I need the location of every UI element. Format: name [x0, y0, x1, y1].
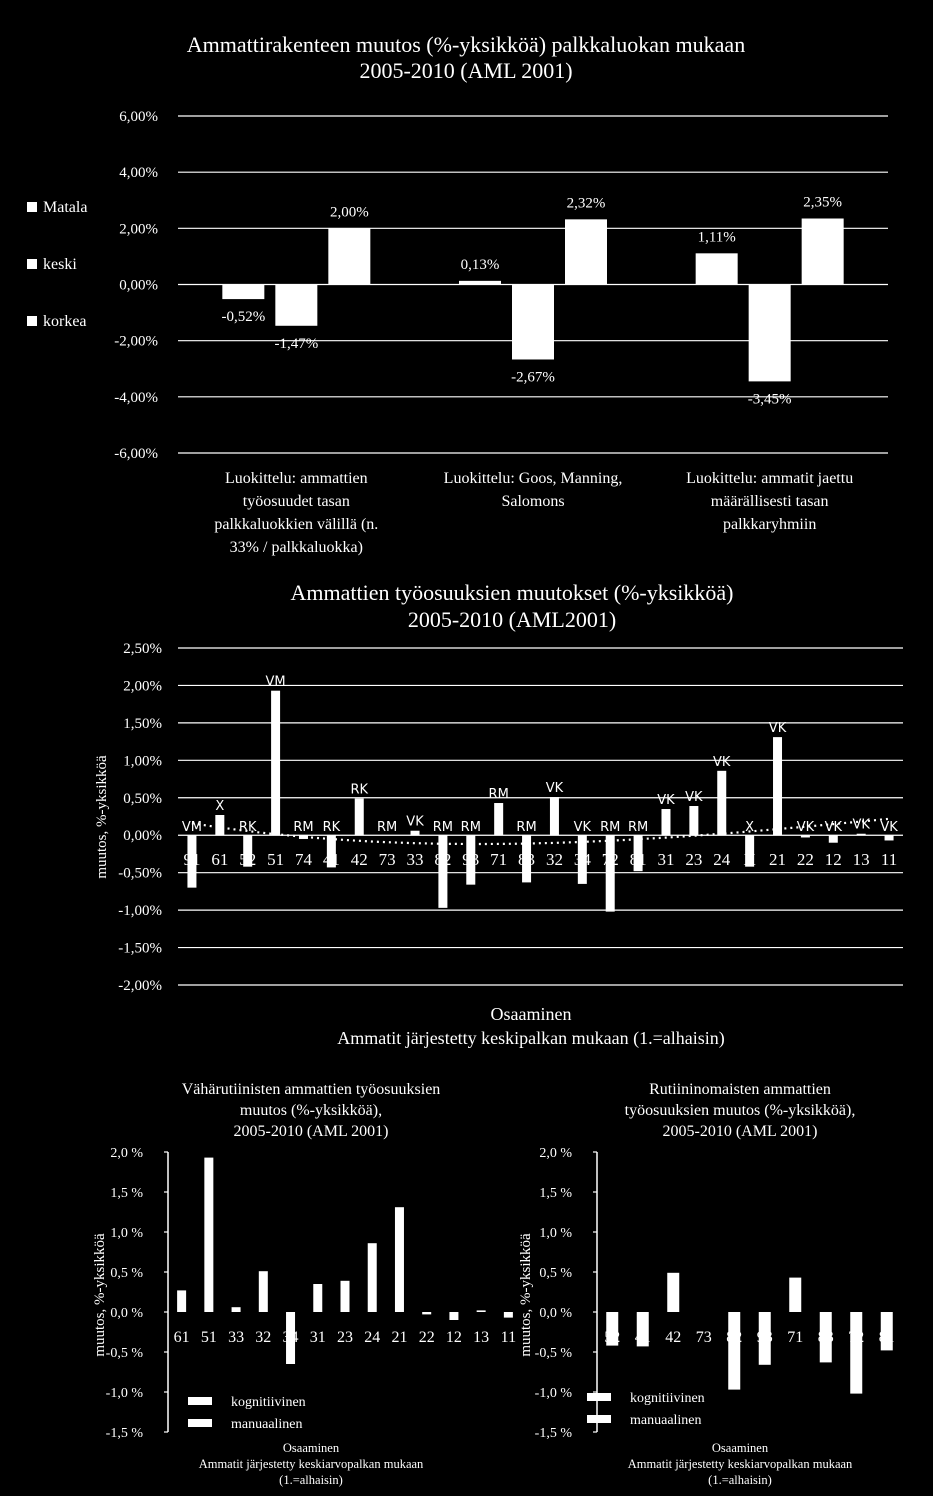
- legend-marker: [188, 1397, 212, 1405]
- bar: [422, 1312, 431, 1314]
- legend-label: kognitiivinen: [231, 1395, 306, 1410]
- bar: [328, 228, 370, 284]
- bar: [689, 806, 698, 835]
- y-tick-label: 4,00%: [119, 165, 158, 182]
- legend-marker: [27, 202, 37, 212]
- legend-marker: [188, 1419, 212, 1427]
- y-tick-label: 1,5 %: [110, 1186, 143, 1201]
- x-category-label: Salomons: [501, 493, 565, 510]
- bar-category-label: X: [745, 820, 755, 836]
- x-tick-label: 22: [418, 1329, 435, 1346]
- bar: [449, 1312, 458, 1320]
- x-tick-label: 34: [573, 850, 591, 870]
- y-tick-label: -1,0 %: [534, 1386, 572, 1401]
- bar: [494, 803, 503, 835]
- y-tick-label: 1,00%: [123, 753, 162, 770]
- chart-title: Ammattirakenteen muutos (%-yksikköä) palkkaluokan mukaan: [186, 32, 746, 57]
- bar: [512, 285, 554, 360]
- y-tick-label: 0,5 %: [110, 1266, 143, 1281]
- x-axis-label: Ammatit järjestetty keskipalkan mukaan (1.=alhaisin): [337, 1028, 725, 1048]
- bar-category-label: RM: [377, 820, 398, 836]
- bar: [271, 691, 280, 836]
- y-tick-label: -1,50%: [118, 940, 162, 957]
- chart-vaharutiiniset: [92, 1081, 516, 1487]
- y-tick-label: 1,5 %: [539, 1186, 572, 1201]
- y-tick-label: 2,00%: [119, 221, 158, 238]
- data-label: -0,52%: [221, 309, 266, 326]
- x-tick-label: 72: [848, 1329, 865, 1346]
- bar-category-label: VK: [685, 790, 703, 806]
- x-tick-label: 41: [322, 850, 340, 870]
- x-tick-label: 12: [824, 850, 842, 870]
- x-axis-label: Osaaminen: [282, 1441, 340, 1455]
- chart-tyoosuudet: [94, 580, 903, 1049]
- bar-category-label: VK: [657, 793, 675, 809]
- x-tick-label: 34: [282, 1329, 299, 1346]
- y-tick-label: 0,50%: [123, 790, 162, 807]
- legend-label: manuaalinen: [630, 1413, 702, 1428]
- chart-title: Rutiininomaisten ammattien: [649, 1081, 831, 1098]
- x-tick-label: 74: [294, 850, 312, 870]
- y-tick-label: 0,5 %: [539, 1266, 572, 1281]
- x-tick-label: 31: [309, 1329, 326, 1346]
- y-axis-label: muutos, %-yksikköä: [94, 755, 110, 879]
- y-tick-label: 1,0 %: [539, 1226, 572, 1241]
- data-label: -1,47%: [274, 335, 319, 352]
- x-tick-label: 41: [634, 1329, 651, 1346]
- bar: [395, 1207, 404, 1312]
- x-tick-label: 42: [665, 1329, 682, 1346]
- bar: [355, 799, 364, 836]
- x-tick-label: 91: [183, 850, 201, 870]
- bar: [565, 219, 607, 284]
- y-tick-label: -2,00%: [118, 978, 162, 994]
- bar-category-label: VK: [573, 820, 592, 836]
- bar-category-label: RM: [432, 820, 454, 836]
- chart-title: 2005-2010 (AML 2001): [359, 58, 573, 83]
- bar: [204, 1158, 213, 1312]
- x-category-label: palkkaluokkien välillä (n.: [214, 516, 379, 533]
- y-tick-label: 1,50%: [123, 715, 162, 732]
- bar: [801, 835, 810, 837]
- x-tick-label: 51: [200, 1329, 217, 1346]
- y-tick-label: 2,0 %: [110, 1146, 143, 1161]
- bar-category-label: VK: [824, 820, 842, 836]
- bar-category-label: VK: [880, 820, 898, 836]
- data-label: 2,32%: [566, 195, 606, 212]
- bar: [459, 281, 501, 285]
- x-tick-label: 23: [337, 1329, 353, 1346]
- bar-category-label: VK: [768, 721, 787, 737]
- chart-rutiininomaiset: [518, 1081, 895, 1487]
- x-tick-label: 32: [255, 1329, 272, 1346]
- y-axis-label: muutos, %-yksikköä: [518, 1233, 534, 1357]
- y-tick-label: -6,00%: [114, 446, 158, 462]
- y-tick-label: -2,00%: [114, 333, 158, 350]
- bar: [885, 835, 894, 840]
- x-tick-label: 13: [473, 1329, 490, 1346]
- x-category-label: 33% / palkkaluokka): [229, 539, 363, 556]
- x-tick-label: 31: [657, 850, 675, 870]
- bar: [477, 1310, 486, 1312]
- x-axis-label: Ammatit järjestetty keskiarvopalkan mukaan: [198, 1457, 424, 1471]
- x-category-label: määrällisesti tasan: [710, 493, 829, 510]
- y-tick-label: 6,00%: [119, 109, 158, 125]
- x-tick-label: 22: [796, 850, 814, 870]
- x-tick-label: 71: [490, 850, 508, 870]
- chart-palkkaluokka: [27, 32, 888, 556]
- bar: [848, 1312, 865, 1394]
- y-tick-label: -0,5 %: [534, 1346, 572, 1361]
- bar-category-label: RK: [350, 782, 369, 798]
- x-tick-label: 82: [726, 1329, 743, 1346]
- x-tick-label: 61: [211, 850, 229, 870]
- x-tick-label: 21: [391, 1329, 408, 1346]
- bar: [606, 835, 615, 911]
- chart-title: Vähärutiinisten ammattien työosuuksien: [181, 1081, 441, 1098]
- bar-category-label: RM: [516, 820, 537, 836]
- x-tick-label: 11: [500, 1329, 517, 1346]
- bar-category-label: VK: [796, 820, 815, 836]
- x-category-label: Luokittelu: ammatit jaettu: [686, 470, 854, 487]
- bar-category-label: VK: [852, 817, 870, 833]
- legend-label: kognitiivinen: [630, 1391, 705, 1406]
- y-tick-label: 1,0 %: [110, 1226, 143, 1241]
- x-tick-label: 71: [787, 1329, 804, 1346]
- bar-category-label: X: [215, 799, 225, 815]
- bar-category-label: RM: [600, 820, 621, 836]
- legend-marker: [27, 316, 37, 326]
- bar: [661, 809, 670, 835]
- bar: [504, 1312, 513, 1318]
- y-tick-label: -1,00%: [118, 903, 162, 920]
- x-tick-label: 52: [604, 1329, 621, 1346]
- x-tick-label: 21: [769, 850, 787, 870]
- bar-category-label: VK: [545, 781, 564, 797]
- legend-marker: [587, 1415, 611, 1423]
- y-axis-label: muutos, %-yksikköä: [92, 1233, 108, 1357]
- bar: [857, 834, 866, 835]
- bar: [802, 219, 844, 285]
- x-tick-label: 11: [880, 850, 898, 870]
- y-tick-label: 2,50%: [123, 641, 162, 657]
- data-label: 1,11%: [697, 229, 736, 246]
- y-tick-label: 2,0 %: [539, 1146, 572, 1161]
- bar: [789, 1278, 801, 1312]
- bar: [232, 1307, 241, 1312]
- x-tick-label: 81: [878, 1329, 895, 1346]
- y-tick-label: -1,5 %: [534, 1426, 572, 1441]
- bar: [717, 771, 726, 835]
- x-axis-label: Ammatit järjestetty keskiarvopalkan mukaan: [627, 1457, 853, 1471]
- bar-category-label: RK: [322, 820, 341, 836]
- x-tick-label: 81: [629, 850, 647, 870]
- bar: [550, 797, 559, 835]
- x-tick-label: 12: [445, 1329, 462, 1346]
- data-label: 0,13%: [460, 256, 500, 273]
- x-tick-label: 73: [695, 1329, 712, 1346]
- y-tick-label: -1,5 %: [105, 1426, 143, 1441]
- x-tick-label: 93: [462, 850, 480, 870]
- bar-category-label: RM: [627, 820, 649, 836]
- bar-category-label: VM: [181, 820, 202, 836]
- y-tick-label: -1,0 %: [105, 1386, 143, 1401]
- y-tick-label: 0,0 %: [110, 1306, 143, 1321]
- legend-marker: [27, 259, 37, 269]
- x-category-label: palkkaryhmiin: [723, 516, 817, 533]
- bar: [773, 737, 782, 835]
- x-tick-label: 72: [601, 850, 619, 870]
- x-tick-label: 83: [518, 850, 536, 870]
- bar: [313, 1284, 322, 1312]
- bar: [829, 835, 838, 842]
- bar: [215, 815, 224, 835]
- bar: [667, 1273, 679, 1312]
- y-tick-label: -4,00%: [114, 389, 158, 406]
- bar: [259, 1271, 268, 1312]
- x-tick-label: 93: [756, 1329, 773, 1346]
- y-tick-label: 2,00%: [123, 678, 162, 695]
- bar: [177, 1290, 186, 1312]
- x-axis-label: Osaaminen: [490, 1004, 572, 1024]
- x-category-label: Luokittelu: ammattien: [225, 470, 368, 487]
- x-tick-label: 73: [378, 850, 396, 870]
- bar-category-label: RK: [238, 820, 257, 836]
- bar: [222, 285, 264, 300]
- y-tick-label: 0,0 %: [539, 1306, 572, 1321]
- chart-title: 2005-2010 (AML 2001): [233, 1123, 389, 1140]
- x-axis-label: (1.=alhaisin): [279, 1473, 343, 1487]
- x-tick-label: 61: [173, 1329, 190, 1346]
- bar: [749, 285, 791, 382]
- x-tick-label: 13: [852, 850, 870, 870]
- x-category-label: työosuudet tasan: [242, 493, 350, 510]
- bar: [696, 253, 738, 284]
- bar-category-label: VM: [265, 674, 286, 690]
- bar: [411, 831, 420, 835]
- x-tick-label: 52: [239, 850, 257, 870]
- data-label: 2,00%: [329, 204, 369, 221]
- chart-title: työosuuksien muutos (%-yksikköä),: [624, 1102, 856, 1119]
- bar: [341, 1281, 350, 1312]
- chart-title: 2005-2010 (AML 2001): [662, 1123, 818, 1140]
- bar: [438, 835, 447, 908]
- bar: [726, 1312, 743, 1390]
- chart-title: 2005-2010 (AML2001): [407, 607, 617, 632]
- y-tick-label: -0,50%: [118, 865, 162, 882]
- bar-category-label: RM: [293, 820, 314, 836]
- x-tick-label: 33: [228, 1329, 245, 1346]
- x-axis-label: Osaaminen: [711, 1441, 769, 1455]
- data-label: -2,67%: [511, 369, 555, 386]
- data-label: -3,45%: [747, 391, 792, 408]
- legend-label: manuaalinen: [231, 1417, 303, 1432]
- bar-category-label: RM: [460, 820, 481, 836]
- legend-label: keski: [43, 256, 77, 273]
- x-tick-label: 24: [364, 1329, 381, 1346]
- bar-category-label: RM: [488, 787, 509, 803]
- x-tick-label: 33: [406, 850, 424, 870]
- chart-title: muutos (%-yksikköä),: [239, 1102, 383, 1119]
- legend-label: korkea: [43, 313, 87, 330]
- x-category-label: Luokittelu: Goos, Manning,: [443, 470, 623, 487]
- legend-marker: [587, 1393, 611, 1401]
- bar: [368, 1243, 377, 1312]
- x-tick-label: 42: [350, 850, 368, 870]
- x-tick-label: 82: [434, 850, 452, 870]
- bar-category-label: VK: [406, 814, 424, 830]
- x-tick-label: X: [743, 850, 756, 870]
- x-axis-label: (1.=alhaisin): [708, 1473, 772, 1487]
- chart-title: Ammattien työosuuksien muutokset (%-yksikköä): [290, 580, 734, 605]
- legend-label: Matala: [43, 199, 88, 216]
- y-tick-label: 0,00%: [123, 828, 162, 845]
- data-label: 2,35%: [803, 194, 843, 211]
- bar-category-label: VK: [713, 754, 731, 770]
- x-tick-label: 83: [817, 1329, 834, 1346]
- x-tick-label: 51: [267, 850, 285, 870]
- bar: [275, 285, 317, 326]
- x-tick-label: 24: [713, 850, 731, 870]
- x-tick-label: 32: [545, 850, 563, 870]
- x-tick-label: 23: [685, 850, 703, 870]
- y-tick-label: 0,00%: [119, 277, 158, 294]
- y-tick-label: -0,5 %: [105, 1346, 143, 1361]
